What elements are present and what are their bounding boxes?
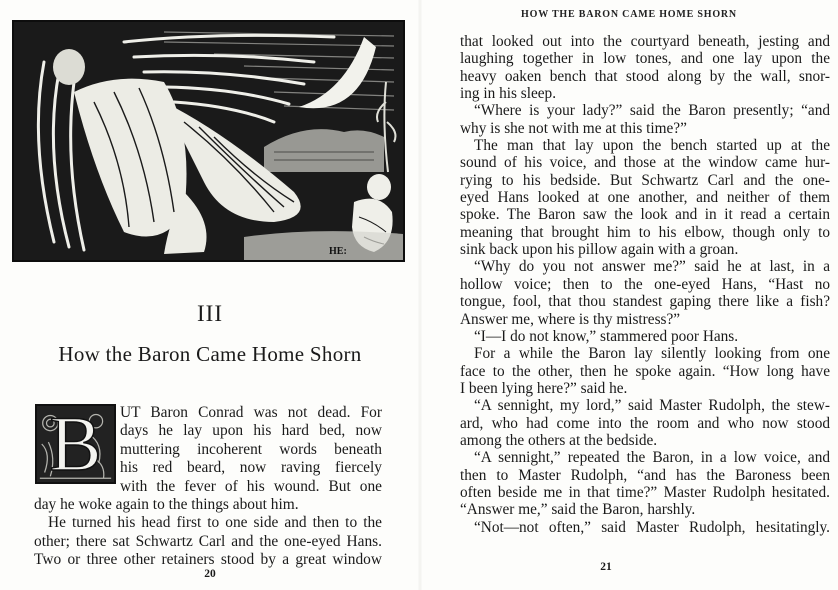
text-line: “Answer me,” said the Baron, harshly. bbox=[460, 501, 696, 519]
woodcut-illustration bbox=[12, 20, 405, 262]
text-line: UT Baron Conrad was not dead. For bbox=[120, 404, 382, 421]
text-line: meaning that brought him to his elbow, though only to bbox=[460, 223, 830, 241]
chapter-number: III bbox=[197, 301, 223, 326]
text-line: day he woke again to the things about him. bbox=[34, 496, 299, 513]
text-line: his red beard, now raving fiercely bbox=[120, 459, 382, 477]
text-line: “A sennight,” repeated the Baron, in a low voice, and bbox=[474, 449, 830, 467]
text-line: days he lay upon his hard bed, now bbox=[120, 422, 382, 440]
full-width-lines bbox=[34, 496, 382, 570]
text-line: The man that lay upon the bench started up at the bbox=[474, 137, 830, 155]
text-line: often beside me in that time?” Master Rudolph hesitated. bbox=[460, 483, 830, 501]
text-line: tongue, fool, that thou standest gaping there like a fish? bbox=[460, 293, 830, 311]
text-line: He turned his head first to one side and then to the bbox=[48, 514, 382, 532]
text-line: with the fever of his wound. But one bbox=[120, 477, 382, 495]
page-number-right: 21 bbox=[600, 561, 612, 573]
text-line: “A sennight, my lord,” said Master Rudolph, the stew- bbox=[474, 397, 830, 415]
right-page bbox=[420, 0, 838, 590]
drop-cap-initial bbox=[35, 404, 116, 484]
text-line: among the others at the bedside. bbox=[460, 431, 658, 449]
text-line: “Where is your lady?” said the Baron presently; “and bbox=[474, 102, 830, 120]
text-line: rying to his bedside. But Schwartz Carl and the one- bbox=[460, 171, 830, 189]
text-line: hollow voice; then to the one-eyed Hans, “Hast no bbox=[460, 275, 830, 293]
text-line: face to the other, then he spoke again. “How long have bbox=[460, 362, 830, 380]
text-line: heavy oaken bench that stood along by the wall, snor- bbox=[460, 67, 830, 85]
text-line: then to Master Rudolph, “and has the Baroness been bbox=[460, 466, 830, 484]
text-line: why is she not with me at this time?” bbox=[460, 119, 687, 137]
text-line: Two or three other retainers stood by a great window bbox=[34, 551, 382, 569]
text-line: other; there sat Schwartz Carl and the one-eyed Hans. bbox=[34, 532, 382, 550]
text-line: eyed Hans looked at one another, and neither of them bbox=[460, 189, 830, 207]
page-number-left: 20 bbox=[204, 568, 216, 580]
drop-cap-letter: B bbox=[49, 404, 102, 484]
text-line: “Not—not often,” said Master Rudolph, hesitatingly. bbox=[474, 518, 830, 536]
text-line: sink back upon his pillow again with a groan. bbox=[460, 241, 739, 259]
text-line: laughing together in low tones, and one lay upon the bbox=[460, 50, 830, 68]
running-head: HOW THE BARON CAME HOME SHORN bbox=[521, 9, 737, 20]
text-line: that looked out into the courtyard beneath, jesting and bbox=[460, 33, 830, 50]
text-line: muttering incoherent words beneath bbox=[120, 440, 382, 458]
text-line: For a while the Baron lay silently looking from one bbox=[474, 345, 830, 363]
text-line: “I—I do not know,” stammered poor Hans. bbox=[474, 327, 739, 345]
text-line: ing in his sleep. bbox=[460, 85, 557, 103]
svg-text:HE:: HE: bbox=[329, 246, 347, 257]
text-line: ard, who had come into the room and who now stood bbox=[460, 414, 830, 432]
right-body-text bbox=[460, 33, 830, 536]
text-line: I been lying here?” said he. bbox=[460, 379, 628, 397]
text-line: sound of his voice, and those at the window came hur- bbox=[460, 154, 830, 172]
chapter-title: How the Baron Came Home Shorn bbox=[58, 342, 362, 366]
text-line: spoke. The Baron saw the look and in it read a certain bbox=[460, 206, 830, 224]
woodcut-angel-image bbox=[14, 22, 403, 260]
drop-cap-lines bbox=[120, 404, 382, 496]
text-line: Answer me, where is thy mistress?” bbox=[460, 310, 681, 328]
text-line: “Why do you not answer me?” said he at last, in a bbox=[474, 258, 830, 276]
